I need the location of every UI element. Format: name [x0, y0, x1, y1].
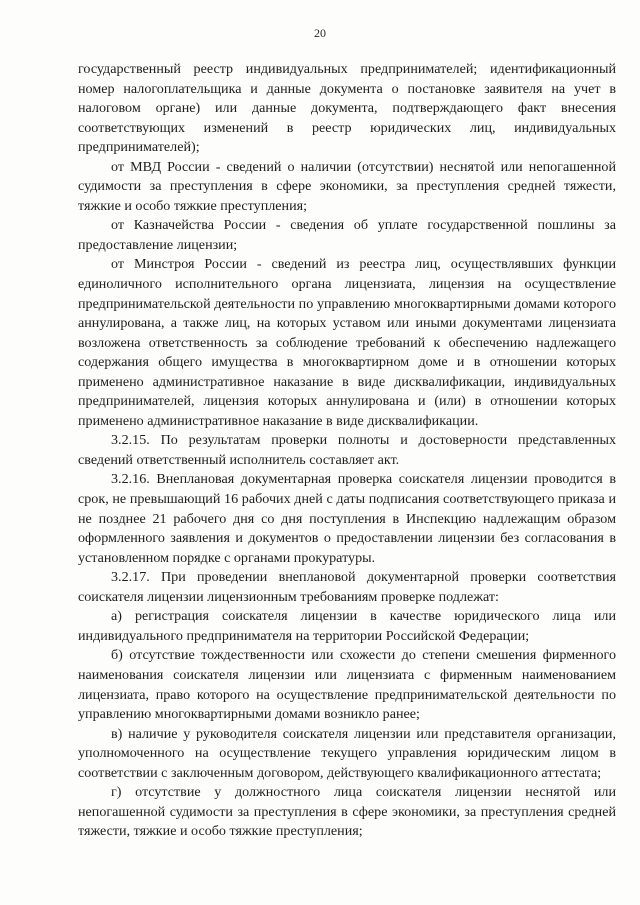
paragraph-3-2-16: 3.2.16. Внеплановая документарная проверка соискателя лицензии проводится в срок, не превышающий 16 рабочих дней с даты подписания соответствующего приказа и не позднее 21 рабочего дня со дня поступления в Инспекцию надлежащим образом оформленного заявления и документов о предоставлении лицензии без согласования в установленном порядке с органами прокуратуры.	[78, 471, 616, 566]
list-item-a: а) регистрация соискателя лицензии в качестве юридического лица или индивидуального предпринимателя на территории Российской Федерации;	[78, 608, 616, 644]
list-item-g: г) отсутствие у должностного лица соискателя лицензии неснятой или непогашенной судимости за преступления в сфере экономики, за преступления средней тяжести, тяжкие и особо тяжкие преступления;	[78, 784, 616, 840]
paragraph-registry-data: государственный реестр индивидуальных предпринимателей; идентификационный номер налогоплательщика и данные документа о постановке заявителя на учет в налоговом органе) или данные документа, подтверждающего факт внесения соответствующих изменений в реестр юридических лиц, индивидуальных предпринимателей);	[78, 61, 616, 156]
paragraph-minstroy: от Минстроя России - сведений из реестра лиц, осуществлявших функции единоличного исполнительного органа лицензиата, лицензия на осуществление предпринимательской деятельности по управлению многоквартирными домами которого аннулирована, а также лиц, на которых уставом или иными документами лицензиата возложена ответственность за соблюдение требований к обеспечению надлежащего содержания общего имущества в многоквартирном доме и в отношении которых применено административное наказание в виде дисквалификации, индивидуальных предпринимателей, лицензия которых аннулирована и (или) в отношении которых применено административное наказание в виде дисквалификации.	[78, 256, 616, 429]
paragraph-treasury: от Казначейства России - сведения об уплате государственной пошлины за предоставление лицензии;	[78, 217, 616, 253]
document-body	[78, 60, 616, 842]
page-number: 20	[314, 26, 326, 40]
list-item-v: в) наличие у руководителя соискателя лицензии или представителя организации, уполномоченного на осуществление текущего управления юридическим лицом в соответствии с заключенным договором, действующего квалификационного аттестата;	[78, 725, 616, 781]
list-item-b: б) отсутствие тождественности или схожести до степени смешения фирменного наименования соискателя лицензии или лицензиата с фирменным наименованием лицензиата, право которого на осуществление предпринимательской деятельности по управлению многоквартирными домами возникло ранее;	[78, 647, 616, 723]
paragraph-mvd: от МВД России - сведений о наличии (отсутствии) неснятой или непогашенной судимости за преступления в сфере экономики, за преступления средней тяжести, тяжкие и особо тяжкие преступления;	[78, 158, 616, 214]
paragraph-3-2-15: 3.2.15. По результатам проверки полноты и достоверности представленных сведений ответственный исполнитель составляет акт.	[78, 432, 616, 468]
paragraph-3-2-17: 3.2.17. При проведении внеплановой документарной проверки соответствия соискателя лицензии лицензионным требованиям проверке подлежат:	[78, 569, 616, 605]
